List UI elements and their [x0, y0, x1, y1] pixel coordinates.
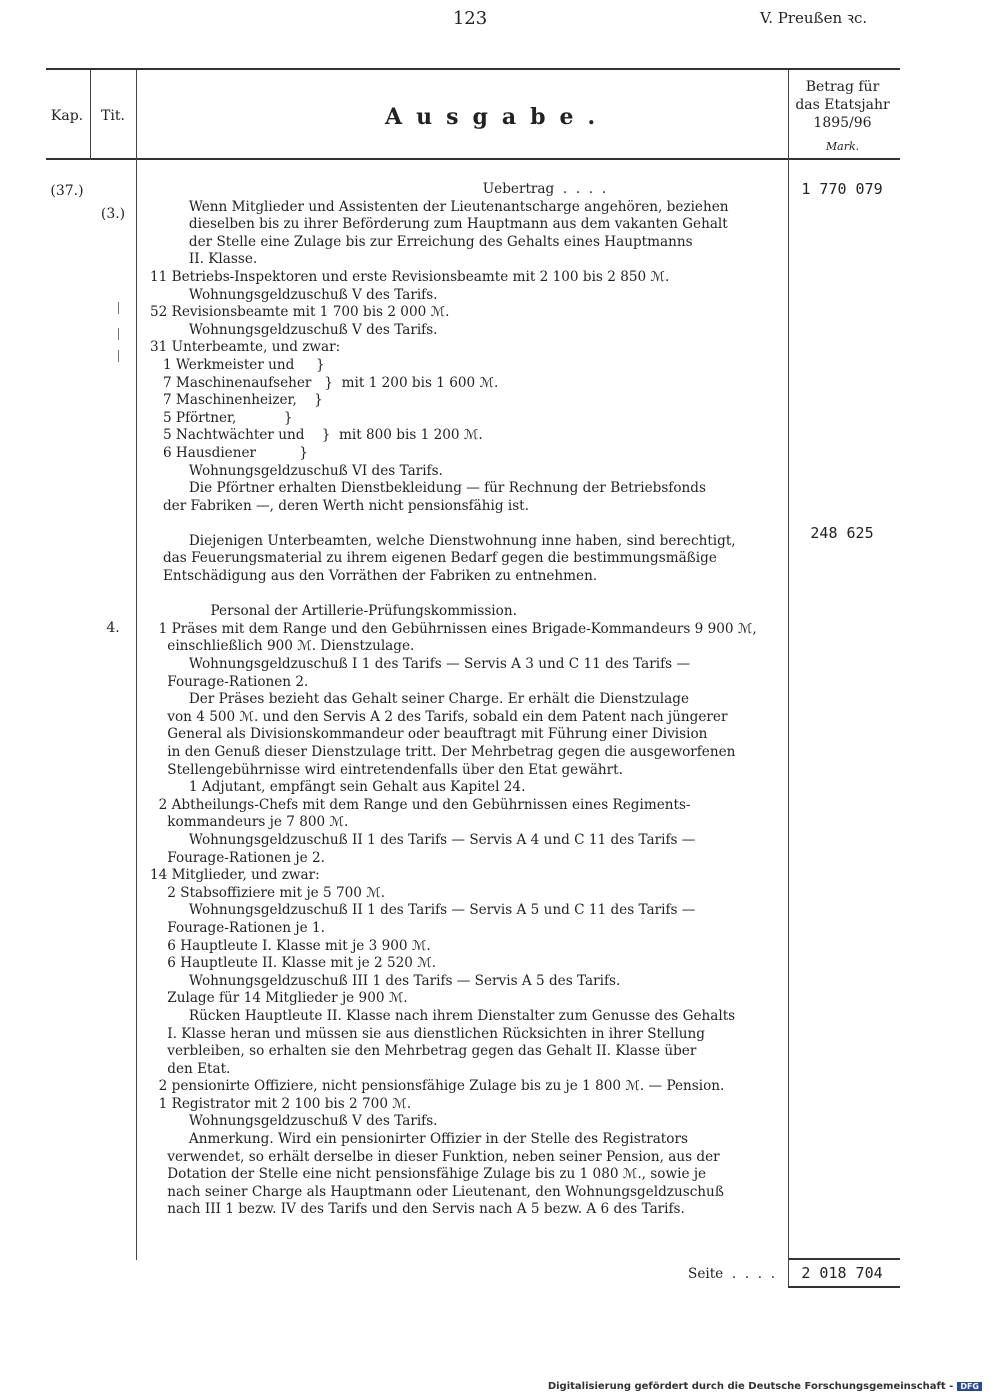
text-line: 6 Hauptleute I. Klasse mit je 3 900 ℳ. — [150, 937, 431, 954]
text-line: 6 Hausdiener } — [150, 444, 308, 461]
text-line: einschließlich 900 ℳ. Dienstzulage. — [150, 638, 415, 655]
text-line: Fourage-Rationen 2. — [150, 673, 309, 690]
text-line: verbleiben, so erhalten sie den Mehrbetrag gegen das Gehalt II. Klasse über — [150, 1043, 697, 1060]
text-line: Wohnungsgeldzuschuß I 1 des Tarifs — Servis A 3 und C 11 des Tarifs — — [150, 656, 691, 673]
text-line: Wohnungsgeldzuschuß V des Tarifs. — [150, 1113, 438, 1130]
col-betrag-header — [790, 78, 895, 132]
text-line: nach seiner Charge als Hauptmann oder Lieutenant, den Wohnungsgeldzuschuß — [150, 1183, 724, 1200]
text-line: dieselben bis zu ihrer Beförderung zum Hauptmann aus dem vakanten Gehalt — [150, 216, 728, 233]
amount-uebertrag: 1 770 079 — [801, 180, 883, 198]
dfg-logo: DFG — [957, 1382, 982, 1391]
text-line: 5 Pförtner, } — [150, 409, 293, 426]
text-line: Rücken Hauptleute II. Klasse nach ihrem Dienstalter zum Genusse des Gehalts — [150, 1007, 736, 1024]
text-line: Dotation der Stelle eine nicht pensionsfähige Zulage bis zu 1 080 ℳ., sowie je — [150, 1166, 707, 1183]
tit-number-3: (3.) — [100, 206, 126, 222]
text-line: General als Divisionskommandeur oder beauftragt mit Führung einer Division — [150, 726, 708, 743]
text-line: 6 Hauptleute II. Klasse mit je 2 520 ℳ. — [150, 955, 437, 972]
text-line: Wohnungsgeldzuschuß V des Tarifs. — [150, 321, 438, 338]
page-number: 123 — [452, 8, 488, 29]
text-line: nach III 1 bezw. IV des Tarifs und den Servis nach A 5 bezw. A 6 des Tarifs. — [150, 1201, 685, 1218]
seite-rule — [788, 1258, 900, 1260]
vline-kap — [90, 70, 91, 160]
col-tit-header: Tit. — [101, 108, 125, 124]
text-line: Wohnungsgeldzuschuß V des Tarifs. — [150, 286, 438, 303]
text-line: 1 Registrator mit 2 100 bis 2 700 ℳ. — [150, 1095, 412, 1112]
digitization-footer — [548, 1381, 982, 1392]
text-line: kommandeurs je 7 800 ℳ. — [150, 814, 349, 831]
betrag-line-1: Betrag für — [805, 79, 880, 95]
text-line: von 4 500 ℳ. und den Servis A 2 des Tarifs, sobald ein dem Patent nach jüngerer — [150, 708, 728, 725]
amount-subtotal: 248 625 — [810, 524, 874, 542]
text-line: der Fabriken —, deren Werth nicht pensionsfähig ist. — [150, 497, 529, 514]
text-line: Zulage für 14 Mitglieder je 900 ℳ. — [150, 990, 408, 1007]
text-line: 1 Präses mit dem Range und den Gebührnissen eines Brigade-Kommandeurs 9 900 ℳ, — [150, 620, 757, 637]
margin-mark — [118, 328, 119, 340]
text-line: Wohnungsgeldzuschuß III 1 des Tarifs — Servis A 5 des Tarifs. — [150, 972, 621, 989]
vline-betrag — [788, 70, 789, 1286]
text-line: den Etat. — [150, 1060, 231, 1077]
text-line: 5 Nachtwächter und } mit 800 bis 1 200 ℳ. — [150, 427, 483, 444]
text-line: Fourage-Rationen je 2. — [150, 849, 325, 866]
betrag-line-2: das Etatsjahr — [795, 97, 890, 113]
section-title: V. Preußen ꝛc. — [760, 9, 868, 27]
text-line: I. Klasse heran und müssen sie aus dienstlichen Rücksichten in ihrer Stellung — [150, 1025, 706, 1042]
bottom-rule — [788, 1286, 900, 1288]
text-line: Wohnungsgeldzuschuß II 1 des Tarifs — Servis A 5 und C 11 des Tarifs — — [150, 902, 696, 919]
text-line: Uebertrag . . . . — [150, 181, 607, 197]
text-line: Die Pförtner erhalten Dienstbekleidung — für Rechnung der Betriebsfonds — [150, 480, 706, 497]
text-line: 52 Revisionsbeamte mit 1 700 bis 2 000 ℳ. — [150, 304, 450, 321]
col-kap-header: Kap. — [50, 108, 84, 124]
text-line: Personal der Artillerie-Prüfungskommission. — [150, 603, 517, 620]
text-line: 2 Stabsoffiziere mit je 5 700 ℳ. — [150, 884, 386, 901]
text-line: Stellengebührnisse wird eintretendenfalls über den Etat gewährt. — [150, 761, 623, 778]
text-line: 1 Adjutant, empfängt sein Gehalt aus Kapitel 24. — [150, 779, 526, 796]
seite-label: Seite . . . . — [688, 1266, 776, 1282]
text-line: 11 Betriebs-Inspektoren und erste Revisionsbeamte mit 2 100 bis 2 850 ℳ. — [150, 268, 670, 285]
text-line: II. Klasse. — [150, 251, 258, 268]
text-line: 7 Maschinenaufseher } mit 1 200 bis 1 600 ℳ. — [150, 374, 499, 391]
betrag-unit: Mark. — [825, 140, 860, 153]
betrag-line-3: 1895/96 — [813, 115, 872, 131]
amount-seite: 2 018 704 — [801, 1264, 883, 1282]
text-line: 2 pensionirte Offiziere, nicht pensionsfähige Zulage bis zu je 1 800 ℳ. — Pension. — [150, 1078, 725, 1095]
text-line: Wohnungsgeldzuschuß II 1 des Tarifs — Servis A 4 und C 11 des Tarifs — — [150, 831, 696, 848]
text-line: 14 Mitglieder, und zwar: — [150, 867, 320, 884]
text-line: 31 Unterbeamte, und zwar: — [150, 339, 341, 356]
text-line — [150, 586, 780, 604]
body-text — [150, 181, 780, 1219]
top-rule — [46, 68, 900, 70]
header-bottom-rule — [46, 158, 900, 160]
text-line: Wohnungsgeldzuschuß VI des Tarifs. — [150, 462, 443, 479]
margin-mark — [118, 350, 119, 362]
vline-tit — [136, 70, 137, 1260]
tit-number-4: 4. — [106, 620, 120, 636]
text-line: verwendet, so erhält derselbe in dieser Funktion, neben seiner Pension, aus der — [150, 1148, 720, 1165]
text-line: in den Genuß dieser Dienstzulage tritt. Der Mehrbetrag gegen die ausgeworfenen — [150, 744, 736, 760]
text-line: Fourage-Rationen je 1. — [150, 919, 325, 936]
kap-number: (37.) — [50, 183, 84, 199]
text-line — [150, 515, 780, 533]
footer-text: Digitalisierung gefördert durch die Deutsche Forschungsgemeinschaft - — [547, 1381, 954, 1392]
page-title: Ausgabe. — [385, 104, 610, 130]
text-line: Anmerkung. Wird ein pensionirter Offizier in der Stelle des Registrators — [150, 1131, 688, 1148]
text-line: Der Präses bezieht das Gehalt seiner Charge. Er erhält die Dienstzulage — [150, 691, 689, 708]
margin-mark — [118, 302, 119, 314]
text-line: das Feuerungsmaterial zu ihrem eigenen Bedarf gegen die bestimmungsmäßige — [150, 550, 717, 567]
text-line: Entschädigung aus den Vorräthen der Fabriken zu entnehmen. — [150, 568, 598, 585]
text-line: Diejenigen Unterbeamten, welche Dienstwohnung inne haben, sind berechtigt, — [150, 532, 736, 549]
text-line: der Stelle eine Zulage bis zur Erreichung des Gehalts eines Hauptmanns — [150, 233, 693, 250]
text-line: 7 Maschinenheizer, } — [150, 392, 323, 409]
text-line: 1 Werkmeister und } — [150, 356, 325, 373]
text-line: 2 Abtheilungs-Chefs mit dem Range und den Gebührnissen eines Regiments- — [150, 796, 691, 813]
text-line: Wenn Mitglieder und Assistenten der Lieutenantscharge angehören, beziehen — [150, 198, 729, 215]
